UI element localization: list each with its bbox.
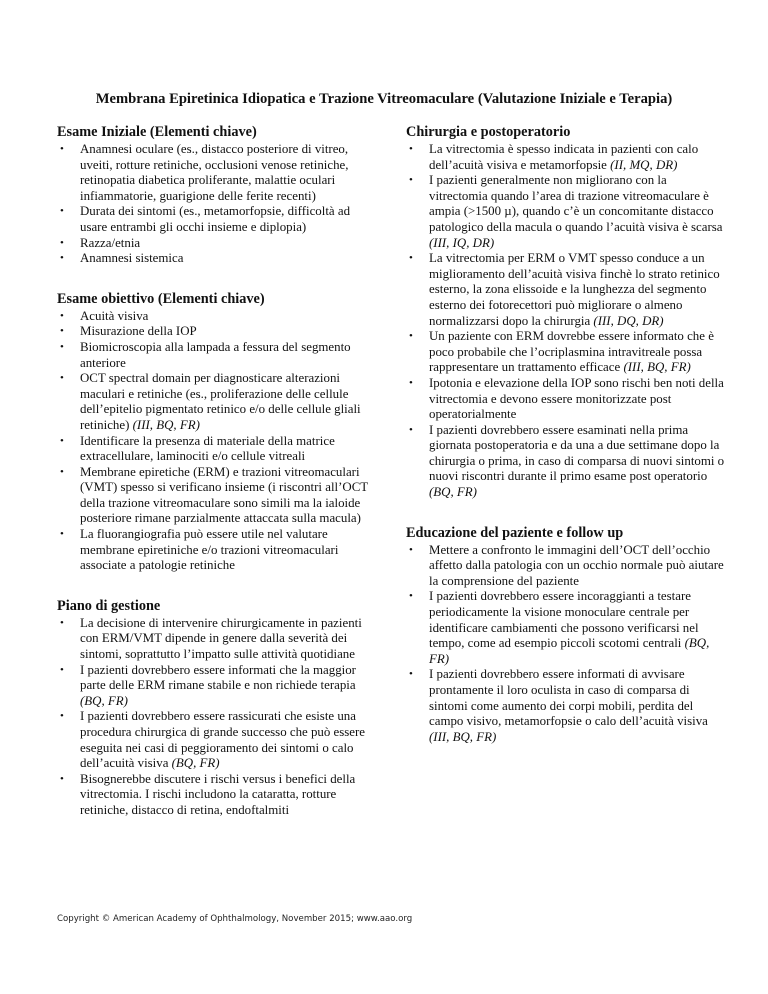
evidence-rating: (BQ, FR) [429, 485, 477, 500]
item-text: Ipotonia e elevazione della IOP sono rischi ben noti della vitrectomia e devono essere monitorizzate post operatorialmente [429, 375, 724, 422]
bullet-icon: • [409, 590, 413, 603]
item-text: La vitrectomia per ERM o VMT spesso conduce a un miglioramento dell’acuità visiva finchè lo strato retinico esterno, la zona elissoide e la lunghezza del segmento esterno dei fotorecettori può migliorare o almeno normalizzarsi dopo la chirurgia [429, 251, 720, 328]
bullet-icon: • [60, 236, 64, 249]
section-heading: Piano di gestione [57, 597, 161, 614]
list-item [406, 329, 726, 376]
item-text: Acuità visiva [80, 308, 149, 323]
right-column [406, 124, 726, 745]
bullet-icon: • [60, 143, 64, 155]
bullet-icon: • [409, 423, 413, 436]
list-item [57, 465, 377, 527]
item-text: I pazienti generalmente non migliorano con la vitrectomia quando l’area di trazione vitreomaculare è ampia (>1500 µ), quando c’è un concomitante distacco patologico della macula o quando l’acuità visiva è scarsa [429, 173, 723, 234]
item-text: I pazienti dovrebbero essere incoraggianti a testare periodicamente la visione monoculare centrale per identificare cambiamenti che possono verificarsi nel tempo, come ad esempio piccoli scotomi centrali [429, 589, 699, 651]
bullet-icon: • [60, 340, 64, 353]
item-text: Identificare la presenza di materiale della matrice extracellulare, laminociti e/o cellule vitreali [80, 433, 335, 464]
bullet-icon: • [60, 772, 64, 785]
bullet-icon: • [60, 205, 64, 218]
item-text: Misurazione della IOP [80, 324, 197, 339]
list-item [57, 527, 377, 574]
bullet-list [57, 309, 377, 574]
section-initial-exam [57, 124, 377, 267]
list-item [57, 772, 377, 819]
bullet-icon: • [409, 252, 413, 265]
bullet-list [406, 543, 726, 746]
bullet-icon: • [60, 372, 64, 385]
section-patient-education [406, 525, 726, 746]
evidence-rating: (BQ, FR) [171, 756, 220, 771]
copyright-footer: Copyright © American Academy of Ophthalmology, November 2015; www.aao.org [57, 914, 413, 924]
item-text: I pazienti dovrebbero essere rassicurati che esiste una procedura chirurgica di grande successo che può essere eseguita nei casi di peggioramento dei sintomi o calo dell’acuità visiva [80, 709, 366, 771]
bullet-icon: • [409, 376, 413, 389]
list-item [57, 709, 377, 771]
section-heading: Esame obiettivo (Elementi chiave) [57, 290, 265, 307]
list-item [57, 204, 377, 235]
bullet-icon: • [60, 710, 64, 723]
list-item [406, 543, 726, 590]
left-column [57, 124, 377, 819]
list-item [57, 236, 377, 252]
bullet-list [57, 142, 377, 267]
section-heading: Educazione del paziente e follow up [406, 524, 624, 541]
evidence-rating: (III, BQ, FR) [623, 360, 691, 375]
item-text: La fluorangiografia può essere utile nel valutare membrane epiretiniche e/o trazioni vitreomaculari associate a patologie retiniche [80, 527, 339, 573]
list-item [57, 371, 377, 433]
bullet-icon: • [409, 174, 413, 187]
evidence-rating: (III, IQ, DR) [429, 235, 495, 250]
section-management-plan [57, 598, 377, 819]
item-text: Bisognerebbe discutere i rischi versus i benefici della vitrectomia. I rischi includono la cataratta, rotture retiniche, distacco di retina, endoftalmiti [80, 771, 356, 817]
evidence-rating: (III, BQ, FR) [429, 729, 497, 744]
bullet-icon: • [60, 465, 64, 478]
list-item [406, 142, 726, 173]
section-heading: Chirurgia e postoperatorio [406, 124, 571, 140]
list-item [406, 376, 726, 423]
list-item [57, 142, 377, 204]
item-text: La decisione di intervenire chirurgicamente in pazienti con ERM/VMT dipende in genere dalla severità dei sintomi, soprattutto l’impatto sulle attività quotidiane [80, 615, 362, 662]
bullet-icon: • [60, 528, 64, 541]
bullet-icon: • [409, 330, 413, 343]
bullet-icon: • [60, 663, 64, 676]
item-text: Biomicroscopia alla lampada a fessura del segmento anteriore [80, 339, 351, 370]
bullet-icon: • [409, 143, 413, 155]
item-text: I pazienti dovrebbero essere informati che la maggior parte delle ERM rimane stabile e non richiede terapia [80, 662, 356, 693]
item-text: OCT spectral domain per diagnosticare alterazioni maculari e retiniche (es., proliferazione delle cellule dell’epitelio pigmentato retinico e/o delle cellule gliali retiniche) [80, 371, 361, 432]
bullet-list [406, 142, 726, 501]
bullet-icon: • [60, 616, 64, 629]
list-item [57, 340, 377, 371]
item-text: I pazienti dovrebbero essere informati di avvisare prontamente il loro oculista in caso di comparsa di sintomi come aumento dei corpi mobili, perdita del campo visivo, metamorfopsie o calo dell’acuità visiva [429, 667, 708, 729]
document-title: Membrana Epiretinica Idiopatica e Trazione Vitreomaculare (Valutazione Iniziale e Terapia) [95, 91, 673, 107]
bullet-icon: • [60, 434, 64, 447]
list-item [57, 251, 377, 267]
list-item [57, 309, 377, 325]
bullet-list [57, 616, 377, 819]
list-item [57, 434, 377, 465]
list-item [406, 423, 726, 501]
item-text: I pazienti dovrebbero essere esaminati nella prima giornata postoperatoria e da una a due settimane dopo la chirurgia o prima, in caso di comparsa di nuovi sintomi o nuovi riscontri durante il primo esame post operatorio [429, 422, 725, 484]
list-item [57, 663, 377, 710]
item-text: Anamnesi sistemica [80, 251, 184, 266]
list-item [57, 324, 377, 340]
item-text: Anamnesi oculare (es., distacco posteriore di vitreo, uveiti, rotture retiniche, occlusioni venose retiniche, retinopatia diabetica proliferante, malattie oculari infiammatorie, guarigione delle ferite recenti) [80, 142, 349, 203]
evidence-rating: (BQ, FR) [429, 636, 710, 666]
list-item [406, 667, 726, 745]
section-surgery-postop [406, 124, 726, 501]
evidence-rating: (III, DQ, DR) [593, 313, 664, 328]
bullet-icon: • [60, 309, 64, 322]
list-item [406, 251, 726, 329]
item-text: Un paziente con ERM dovrebbe essere informato che è poco probabile che l’ocriplasmina intravitreale possa rappresentare un trattamento efficace [429, 329, 714, 375]
item-text: Membrane epiretiche (ERM) e trazioni vitreomaculari (VMT) spesso si verificano insieme (i riscontri all’OCT della trazione vitreomaculare sono simili ma la ialoide posteriore rimane parzialmente attaccata sulla macula) [80, 464, 368, 526]
bullet-icon: • [409, 543, 413, 556]
evidence-rating: (III, BQ, FR) [132, 417, 200, 432]
item-text: Durata dei sintomi (es., metamorfopsie, difficoltà ad usare entrambi gli occhi insieme e diplopia) [80, 204, 351, 234]
list-item [406, 589, 726, 667]
section-physical-exam [57, 291, 377, 574]
item-text: Razza/etnia [80, 235, 141, 250]
bullet-icon: • [409, 668, 413, 681]
list-item [406, 173, 726, 251]
item-text: La vitrectomia è spesso indicata in pazienti con calo dell’acuità visiva e metamorfopsie [429, 142, 699, 172]
evidence-rating: (BQ, FR) [80, 693, 128, 708]
item-text: Mettere a confronto le immagini dell’OCT dell’occhio affetto dalla patologia con un occhio normale può aiutare la comprensione del paziente [429, 542, 724, 588]
evidence-rating: (II, MQ, DR) [610, 157, 678, 172]
bullet-icon: • [60, 325, 64, 338]
bullet-icon: • [60, 252, 64, 265]
section-heading: Esame Iniziale (Elementi chiave) [57, 124, 257, 140]
list-item [57, 616, 377, 663]
